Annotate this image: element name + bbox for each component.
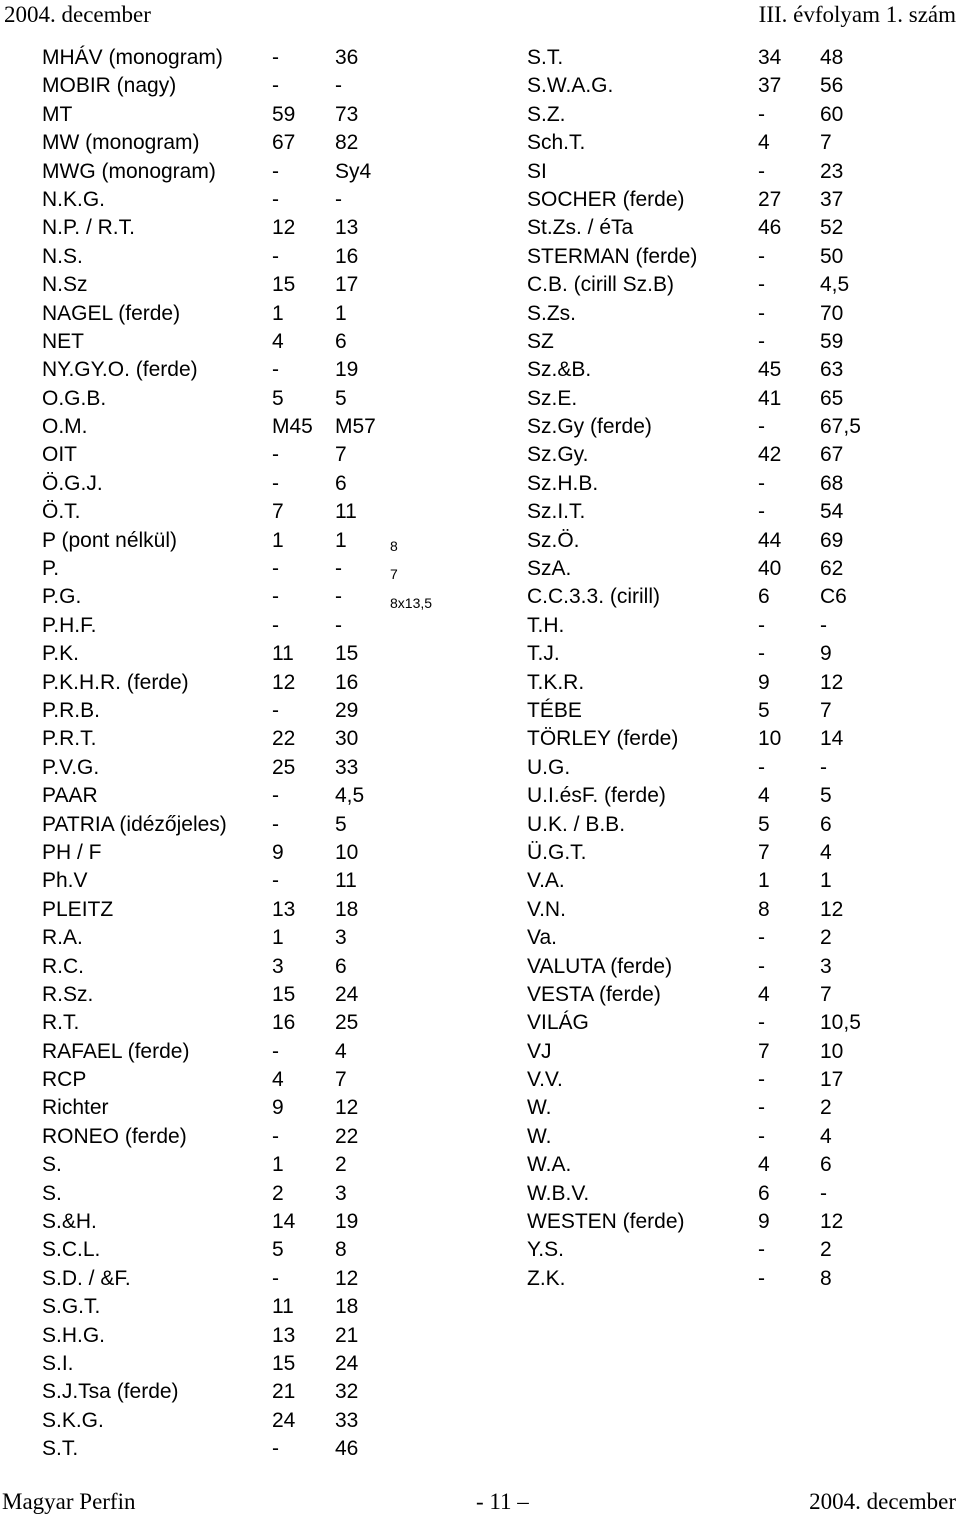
value-2: 8 <box>820 1266 832 1290</box>
value-2: 13 <box>335 216 359 240</box>
perfin-name: V.V. <box>527 1068 563 1092</box>
value-1: - <box>758 159 765 183</box>
value-2: 7 <box>335 443 347 467</box>
value-1: - <box>758 1096 765 1120</box>
value-2: 6 <box>335 954 347 978</box>
perfin-name: Sz.H.B. <box>527 471 599 495</box>
perfin-name: T.H. <box>527 613 565 637</box>
value-2: 21 <box>335 1323 359 1347</box>
perfin-name: Sz.Gy. <box>527 443 589 467</box>
perfin-name: R.Sz. <box>42 982 94 1006</box>
value-2: 48 <box>820 46 844 69</box>
perfin-name: TÉBE <box>527 698 582 722</box>
value-2: 15 <box>335 642 359 666</box>
perfin-name: SzA. <box>527 557 572 581</box>
value-2: C6 <box>820 585 847 609</box>
perfin-name: P (pont nélkül) <box>42 528 178 552</box>
value-1: 42 <box>758 443 782 467</box>
footer-page-number: - 11 – <box>476 1489 529 1514</box>
value-2: 65 <box>820 386 844 410</box>
perfin-name: S.Zs. <box>527 301 577 325</box>
value-1: - <box>758 642 765 666</box>
perfin-name: P.R.B. <box>42 698 100 722</box>
value-1: - <box>272 46 279 69</box>
perfin-name: Va. <box>527 926 557 950</box>
value-2: 2 <box>820 926 832 950</box>
value-1: 37 <box>758 74 782 98</box>
value-1: - <box>758 1068 765 1092</box>
header-date: 2004. december <box>4 2 151 27</box>
value-2: 16 <box>335 670 359 694</box>
perfin-name: PATRIA (idézőjeles) <box>42 812 227 836</box>
perfin-name: Ö.G.J. <box>42 471 103 495</box>
perfin-name: S.K.G. <box>42 1408 104 1432</box>
value-2: 7 <box>820 982 832 1006</box>
perfin-name: P.R.T. <box>42 727 97 751</box>
perfin-name: S.J.Tsa (ferde) <box>42 1380 179 1404</box>
perfin-name: C.C.3.3. (cirill) <box>527 585 661 609</box>
value-2: 3 <box>820 954 832 978</box>
value-1: 4 <box>758 131 770 155</box>
value-1: - <box>758 329 765 353</box>
perfin-name: S.C.L. <box>42 1238 101 1262</box>
value-2: - <box>820 755 827 779</box>
value-1: 9 <box>758 670 770 694</box>
value-2: 10 <box>335 840 359 864</box>
value-1: M45 <box>272 415 313 439</box>
perfin-name: P.V.G. <box>42 755 100 779</box>
perfin-name: U.G. <box>527 755 571 779</box>
perfin-name: Ü.G.T. <box>527 840 587 864</box>
perfin-name: U.I.ésF. (ferde) <box>527 784 666 808</box>
value-1: 41 <box>758 386 782 410</box>
perfin-name: Y.S. <box>527 1238 564 1262</box>
value-1: - <box>758 244 765 268</box>
value-2: 36 <box>335 46 359 69</box>
value-1: - <box>272 74 279 98</box>
perfin-name: R.A. <box>42 926 83 950</box>
side-note: 8 <box>390 538 398 554</box>
value-1: 13 <box>272 1323 296 1347</box>
value-1: 22 <box>272 727 296 751</box>
value-1: 6 <box>758 585 770 609</box>
value-2: - <box>820 613 827 637</box>
perfin-name: P.K. <box>42 642 79 666</box>
value-2: 25 <box>335 1011 359 1035</box>
value-2: 10 <box>820 1039 844 1063</box>
perfin-name: S.&H. <box>42 1210 97 1234</box>
value-1: 7 <box>758 1039 770 1063</box>
value-1: 1 <box>272 528 284 552</box>
value-2: 10,5 <box>820 1011 861 1035</box>
perfin-name: VJ <box>527 1039 552 1063</box>
value-1: - <box>758 273 765 297</box>
value-2: 6 <box>335 471 347 495</box>
perfin-name: NAGEL (ferde) <box>42 301 181 325</box>
value-1: 7 <box>272 500 284 524</box>
value-1: - <box>758 301 765 325</box>
value-2: 23 <box>820 159 844 183</box>
perfin-name: MHÁV (monogram) <box>42 46 223 69</box>
perfin-name: VALUTA (ferde) <box>527 954 673 978</box>
value-1: - <box>272 244 279 268</box>
value-1: - <box>272 557 279 581</box>
value-2: 18 <box>335 1295 359 1319</box>
value-1: 11 <box>272 1295 294 1319</box>
perfin-name: NET <box>42 329 84 353</box>
value-2: 9 <box>820 642 832 666</box>
value-1: 67 <box>272 131 296 155</box>
value-2: 37 <box>820 187 844 211</box>
perfin-name: S. <box>42 1181 62 1205</box>
value-2: 63 <box>820 358 844 382</box>
value-1: 14 <box>272 1210 296 1234</box>
value-2: 1 <box>335 528 347 552</box>
perfin-name: STERMAN (ferde) <box>527 244 698 268</box>
value-2: 59 <box>820 329 844 353</box>
value-2: 73 <box>335 102 359 126</box>
value-2: 5 <box>820 784 832 808</box>
value-2: 12 <box>820 670 844 694</box>
value-2: 69 <box>820 528 844 552</box>
value-2: Sy4 <box>335 159 372 183</box>
perfin-name: N.Sz <box>42 273 88 297</box>
value-1: - <box>272 443 279 467</box>
perfin-name: W.A. <box>527 1153 572 1177</box>
value-1: 10 <box>758 727 782 751</box>
perfin-name: O.M. <box>42 415 88 439</box>
value-2: 11 <box>335 869 357 893</box>
value-2: 30 <box>335 727 359 751</box>
value-1: 9 <box>758 1210 770 1234</box>
perfin-name: Sz.E. <box>527 386 578 410</box>
value-1: 15 <box>272 982 296 1006</box>
value-1: 7 <box>758 840 770 864</box>
value-1: 15 <box>272 273 296 297</box>
value-1: 6 <box>758 1181 770 1205</box>
value-1: 9 <box>272 1096 284 1120</box>
perfin-name: RONEO (ferde) <box>42 1124 187 1148</box>
perfin-name: R.C. <box>42 954 84 978</box>
perfin-name: N.S. <box>42 244 83 268</box>
perfin-name: V.N. <box>527 897 566 921</box>
value-2: 67,5 <box>820 415 861 439</box>
value-1: 27 <box>758 187 782 211</box>
perfin-name: N.K.G. <box>42 187 106 211</box>
perfin-name: MWG (monogram) <box>42 159 216 183</box>
value-1: - <box>272 1266 279 1290</box>
value-1: 1 <box>272 926 284 950</box>
footer-publication: Magyar Perfin <box>2 1489 136 1514</box>
perfin-name: SOCHER (ferde) <box>527 187 685 211</box>
perfin-name: S.D. / &F. <box>42 1266 131 1290</box>
value-1: 5 <box>272 1238 284 1262</box>
value-2: 62 <box>820 557 844 581</box>
value-1: 45 <box>758 358 782 382</box>
value-1: 24 <box>272 1408 296 1432</box>
perfin-name: PLEITZ <box>42 897 114 921</box>
value-1: 5 <box>758 812 770 836</box>
value-1: - <box>758 1266 765 1290</box>
value-2: 2 <box>335 1153 347 1177</box>
value-1: - <box>758 415 765 439</box>
value-1: 4 <box>758 982 770 1006</box>
value-2: 4,5 <box>335 784 365 808</box>
perfin-name: Ph.V <box>42 869 88 893</box>
perfin-name: Richter <box>42 1096 109 1120</box>
perfin-name: TÖRLEY (ferde) <box>527 727 679 751</box>
value-1: - <box>758 954 765 978</box>
value-1: 4 <box>272 329 284 353</box>
perfin-name: W. <box>527 1124 552 1148</box>
value-1: 12 <box>272 216 296 240</box>
value-2: 12 <box>335 1096 359 1120</box>
footer-date: 2004. december <box>809 1489 956 1514</box>
value-1: - <box>272 358 279 382</box>
value-1: - <box>758 1238 765 1262</box>
perfin-name: Z.K. <box>527 1266 566 1290</box>
value-1: - <box>758 102 765 126</box>
perfin-name: S.I. <box>42 1351 74 1375</box>
value-2: 32 <box>335 1380 359 1404</box>
perfin-name: V.A. <box>527 869 565 893</box>
perfin-name: WESTEN (ferde) <box>527 1210 685 1234</box>
value-2: 6 <box>820 1153 832 1177</box>
perfin-name: T.J. <box>527 642 560 666</box>
value-1: - <box>272 812 279 836</box>
value-1: - <box>758 926 765 950</box>
side-note: 8x13,5 <box>390 594 433 611</box>
perfin-name: S.T. <box>527 46 564 69</box>
value-1: - <box>272 869 279 893</box>
value-2: 17 <box>335 273 359 297</box>
perfin-name: S.Z. <box>527 102 566 126</box>
perfin-name: Sz.Gy (ferde) <box>527 415 652 439</box>
value-2: - <box>820 1181 827 1205</box>
perfin-name: P.K.H.R. (ferde) <box>42 670 189 694</box>
value-1: 5 <box>758 698 770 722</box>
perfin-name: PAAR <box>42 784 98 808</box>
value-2: 5 <box>335 812 347 836</box>
value-2: 4 <box>335 1039 347 1063</box>
value-1: 34 <box>758 46 782 69</box>
value-1: - <box>272 698 279 722</box>
value-2: 8 <box>335 1238 347 1262</box>
value-1: 21 <box>272 1380 296 1404</box>
value-2: - <box>335 585 342 609</box>
value-2: 12 <box>820 1210 844 1234</box>
value-2: 56 <box>820 74 844 98</box>
perfin-name: SI <box>527 159 547 183</box>
value-1: 4 <box>758 1153 770 1177</box>
value-1: 3 <box>272 954 284 978</box>
value-2: 6 <box>820 812 832 836</box>
value-2: 70 <box>820 301 844 325</box>
perfin-name: Sz.Ö. <box>527 528 580 552</box>
perfin-name: P.H.F. <box>42 613 97 637</box>
value-1: - <box>272 1437 279 1461</box>
value-2: - <box>335 74 342 98</box>
value-2: M57 <box>335 415 376 439</box>
side-note: 7 <box>390 566 398 583</box>
value-2: 2 <box>820 1238 832 1262</box>
value-2: 3 <box>335 926 347 950</box>
value-2: 24 <box>335 1351 359 1375</box>
value-2: 46 <box>335 1437 359 1461</box>
perfin-name: RCP <box>42 1068 87 1092</box>
value-1: - <box>272 471 279 495</box>
value-2: 1 <box>820 869 832 893</box>
perfin-name: N.P. / R.T. <box>42 216 135 240</box>
value-2: 68 <box>820 471 844 495</box>
perfin-name: S.T. <box>42 1437 79 1461</box>
value-2: 1 <box>335 301 347 325</box>
perfin-name: PH / F <box>42 840 102 864</box>
perfin-name: W.B.V. <box>527 1181 590 1205</box>
value-1: 16 <box>272 1011 296 1035</box>
perfin-name: S.W.A.G. <box>527 74 614 98</box>
perfin-name: T.K.R. <box>527 670 585 694</box>
perfin-name: Sch.T. <box>527 131 586 155</box>
perfin-name: W. <box>527 1096 552 1120</box>
perfin-name: Sz.I.T. <box>527 500 586 524</box>
perfin-name: O.G.B. <box>42 386 107 410</box>
value-1: 44 <box>758 528 782 552</box>
value-1: - <box>758 1124 765 1148</box>
value-2: 82 <box>335 131 359 155</box>
value-2: 12 <box>820 897 844 921</box>
value-1: - <box>758 613 765 637</box>
value-1: 40 <box>758 557 782 581</box>
value-1: 1 <box>272 1153 284 1177</box>
value-1: 46 <box>758 216 782 240</box>
value-2: 17 <box>820 1068 844 1092</box>
header-volume: III. évfolyam 1. szám <box>758 2 956 27</box>
value-2: 7 <box>335 1068 347 1092</box>
value-1: 11 <box>272 642 294 666</box>
value-2: 24 <box>335 982 359 1006</box>
perfin-name: Sz.&B. <box>527 358 592 382</box>
value-2: 33 <box>335 755 359 779</box>
perfin-name: C.B. (cirill Sz.B) <box>527 273 674 297</box>
value-2: 29 <box>335 698 359 722</box>
value-2: 4 <box>820 840 832 864</box>
perfin-name: St.Zs. / éTa <box>527 216 634 240</box>
perfin-name: MT <box>42 102 73 126</box>
value-2: 50 <box>820 244 844 268</box>
value-1: 25 <box>272 755 296 779</box>
value-2: 7 <box>820 131 832 155</box>
perfin-name: P.G. <box>42 585 82 609</box>
perfin-name: U.K. / B.B. <box>527 812 626 836</box>
value-1: 13 <box>272 897 296 921</box>
perfin-name: S. <box>42 1153 62 1177</box>
perfin-name: SZ <box>527 329 554 353</box>
perfin-name: RAFAEL (ferde) <box>42 1039 190 1063</box>
value-2: - <box>335 613 342 637</box>
value-2: 12 <box>335 1266 359 1290</box>
perfin-name: MOBIR (nagy) <box>42 74 177 98</box>
perfin-name: S.H.G. <box>42 1323 106 1347</box>
value-1: - <box>272 613 279 637</box>
value-2: 19 <box>335 358 359 382</box>
value-1: - <box>272 784 279 808</box>
value-1: - <box>758 500 765 524</box>
value-1: 4 <box>272 1068 284 1092</box>
side-notes <box>390 532 432 617</box>
perfin-name: S.G.T. <box>42 1295 101 1319</box>
value-1: 5 <box>272 386 284 410</box>
value-1: - <box>758 471 765 495</box>
value-2: 7 <box>820 698 832 722</box>
value-1: 8 <box>758 897 770 921</box>
value-1: - <box>272 159 279 183</box>
value-2: 18 <box>335 897 359 921</box>
value-1: 1 <box>758 869 770 893</box>
value-2: 14 <box>820 727 844 751</box>
perfin-name: NY.GY.O. (ferde) <box>42 358 198 382</box>
perfin-name: P. <box>42 557 60 581</box>
value-2: 5 <box>335 386 347 410</box>
perfin-name: VESTA (ferde) <box>527 982 661 1006</box>
perfin-name: Ö.T. <box>42 500 81 524</box>
perfin-name: MW (monogram) <box>42 131 200 155</box>
value-1: - <box>272 187 279 211</box>
value-1: 1 <box>272 301 284 325</box>
value-2: 4,5 <box>820 273 850 297</box>
value-2: 52 <box>820 216 844 240</box>
value-1: 12 <box>272 670 296 694</box>
value-1: 4 <box>758 784 770 808</box>
value-2: 4 <box>820 1124 832 1148</box>
value-1: - <box>758 1011 765 1035</box>
value-2: 60 <box>820 102 844 126</box>
value-2: - <box>335 557 342 581</box>
value-2: 11 <box>335 500 357 524</box>
value-1: - <box>758 755 765 779</box>
value-2: 16 <box>335 244 359 268</box>
perfin-name: VILÁG <box>527 1011 589 1035</box>
perfin-name: R.T. <box>42 1011 80 1035</box>
value-1: 9 <box>272 840 284 864</box>
value-2: - <box>335 187 342 211</box>
value-2: 6 <box>335 329 347 353</box>
value-1: - <box>272 1124 279 1148</box>
value-1: 59 <box>272 102 296 126</box>
value-1: 15 <box>272 1351 296 1375</box>
value-1: - <box>272 1039 279 1063</box>
value-2: 54 <box>820 500 844 524</box>
perfin-name: OIT <box>42 443 77 467</box>
value-1: 2 <box>272 1181 284 1205</box>
value-1: - <box>272 585 279 609</box>
value-2: 19 <box>335 1210 359 1234</box>
value-2: 2 <box>820 1096 832 1120</box>
value-2: 33 <box>335 1408 359 1432</box>
value-2: 3 <box>335 1181 347 1205</box>
value-2: 22 <box>335 1124 359 1148</box>
value-2: 67 <box>820 443 844 467</box>
